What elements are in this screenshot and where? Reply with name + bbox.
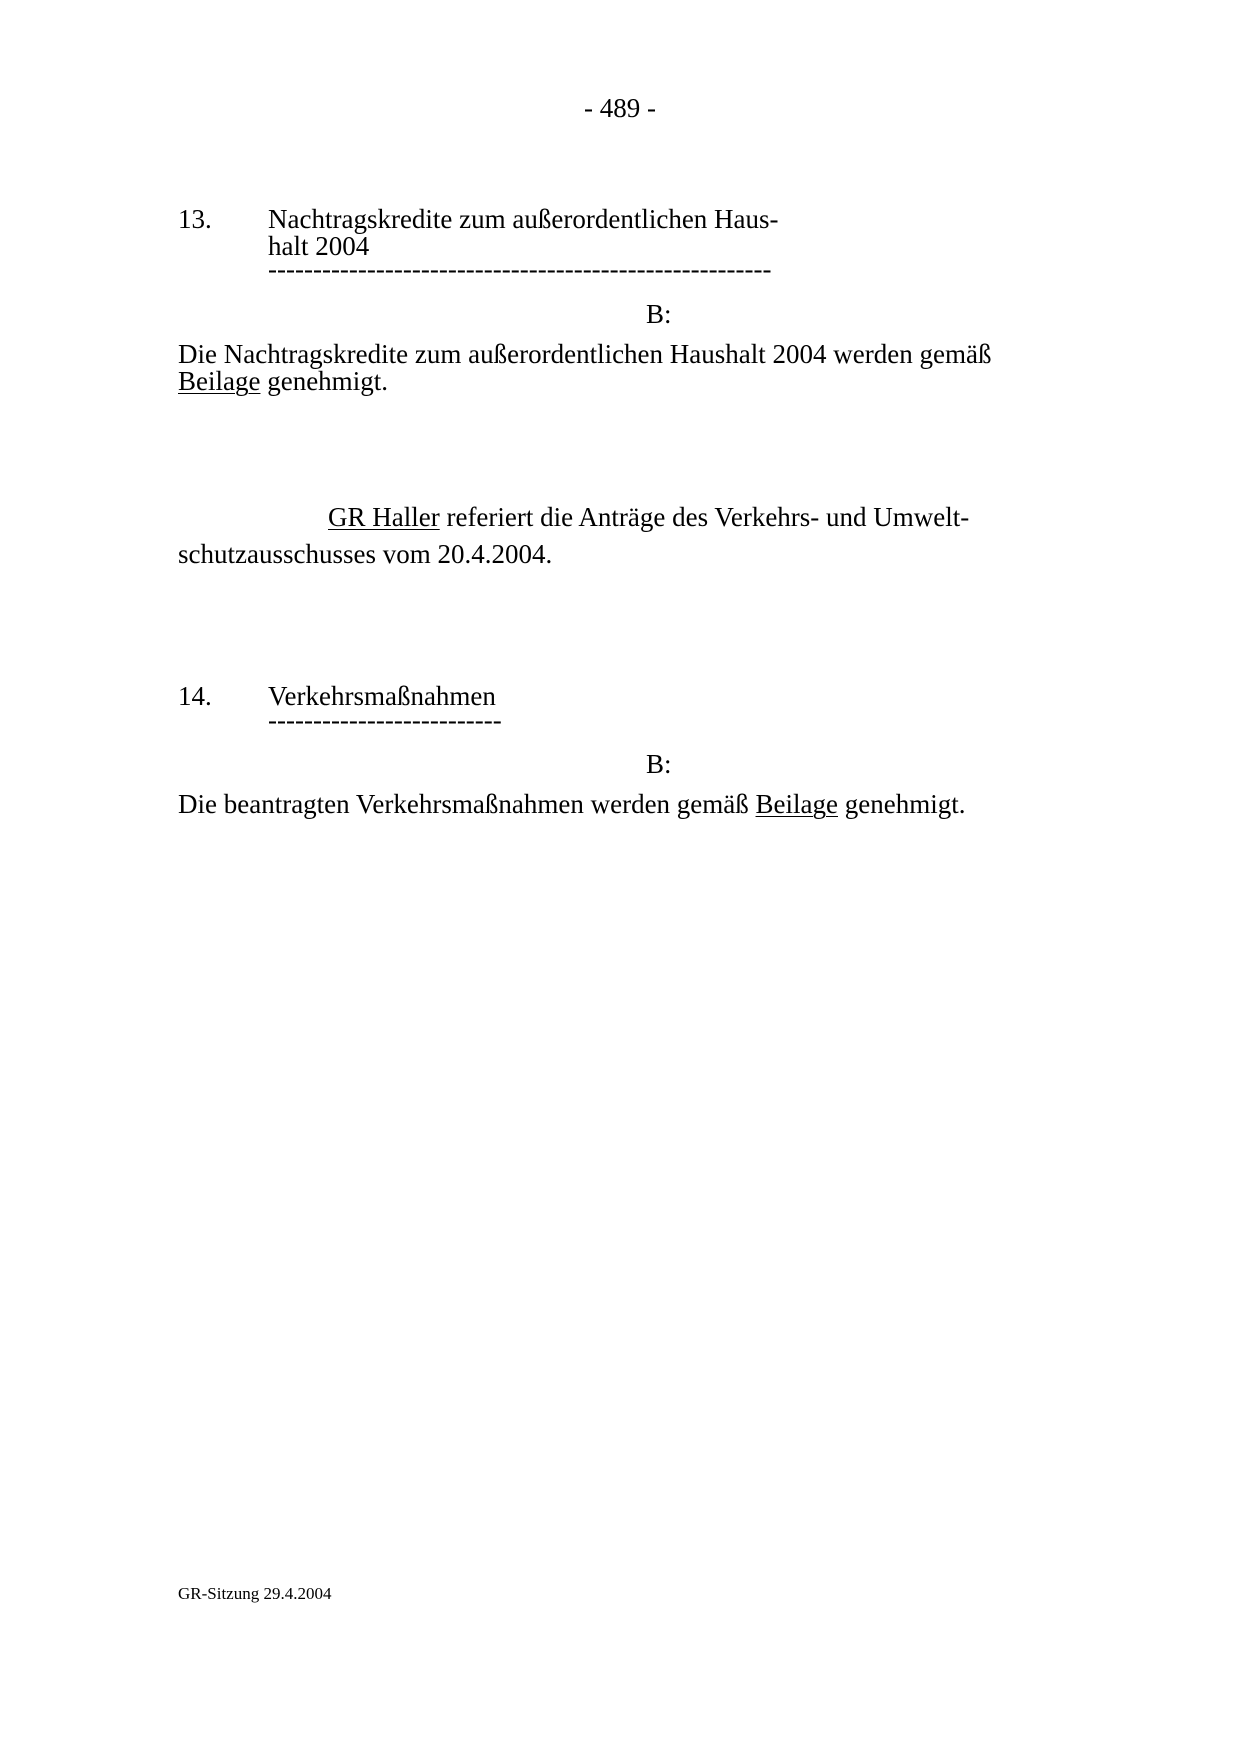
report-line-1: [328, 503, 969, 531]
item-title-rule: --------------------------: [268, 705, 502, 735]
item-number: 13.: [178, 204, 212, 234]
decision-marker: B:: [646, 299, 672, 329]
report-line-1-rest: referiert die Anträge des Verkehrs- und Umwelt-: [439, 502, 970, 532]
decision-text-before: Die beantragten Verkehrsmaßnahmen werden gemäß: [178, 789, 756, 819]
decision-text-after: genehmigt.: [838, 789, 966, 819]
beilage-reference: Beilage: [178, 366, 261, 396]
decision-text-rest: genehmigt.: [260, 366, 388, 396]
footer-session-date: GR-Sitzung 29.4.2004: [178, 1584, 332, 1603]
item-number: 14.: [178, 681, 212, 711]
beilage-reference: Beilage: [755, 789, 838, 819]
item-title-rule: --------------------------------------------------------: [268, 254, 772, 284]
decision-text: [178, 790, 965, 818]
decision-text-line-1: Die Nachtragskredite zum außerordentlichen Haushalt 2004 werden gemäß: [178, 339, 992, 369]
item-title-line-1: Nachtragskredite zum außerordentlichen Haus-: [268, 204, 779, 234]
item-title-line-2: halt 2004: [268, 231, 370, 261]
decision-marker: B:: [646, 749, 672, 779]
item-title: Verkehrsmaßnahmen: [268, 681, 496, 711]
page-number: - 489 -: [584, 93, 656, 123]
decision-text-line-2: [178, 367, 388, 395]
report-line-2: schutzausschusses vom 20.4.2004.: [178, 539, 553, 569]
speaker-name: GR Haller: [328, 502, 440, 532]
